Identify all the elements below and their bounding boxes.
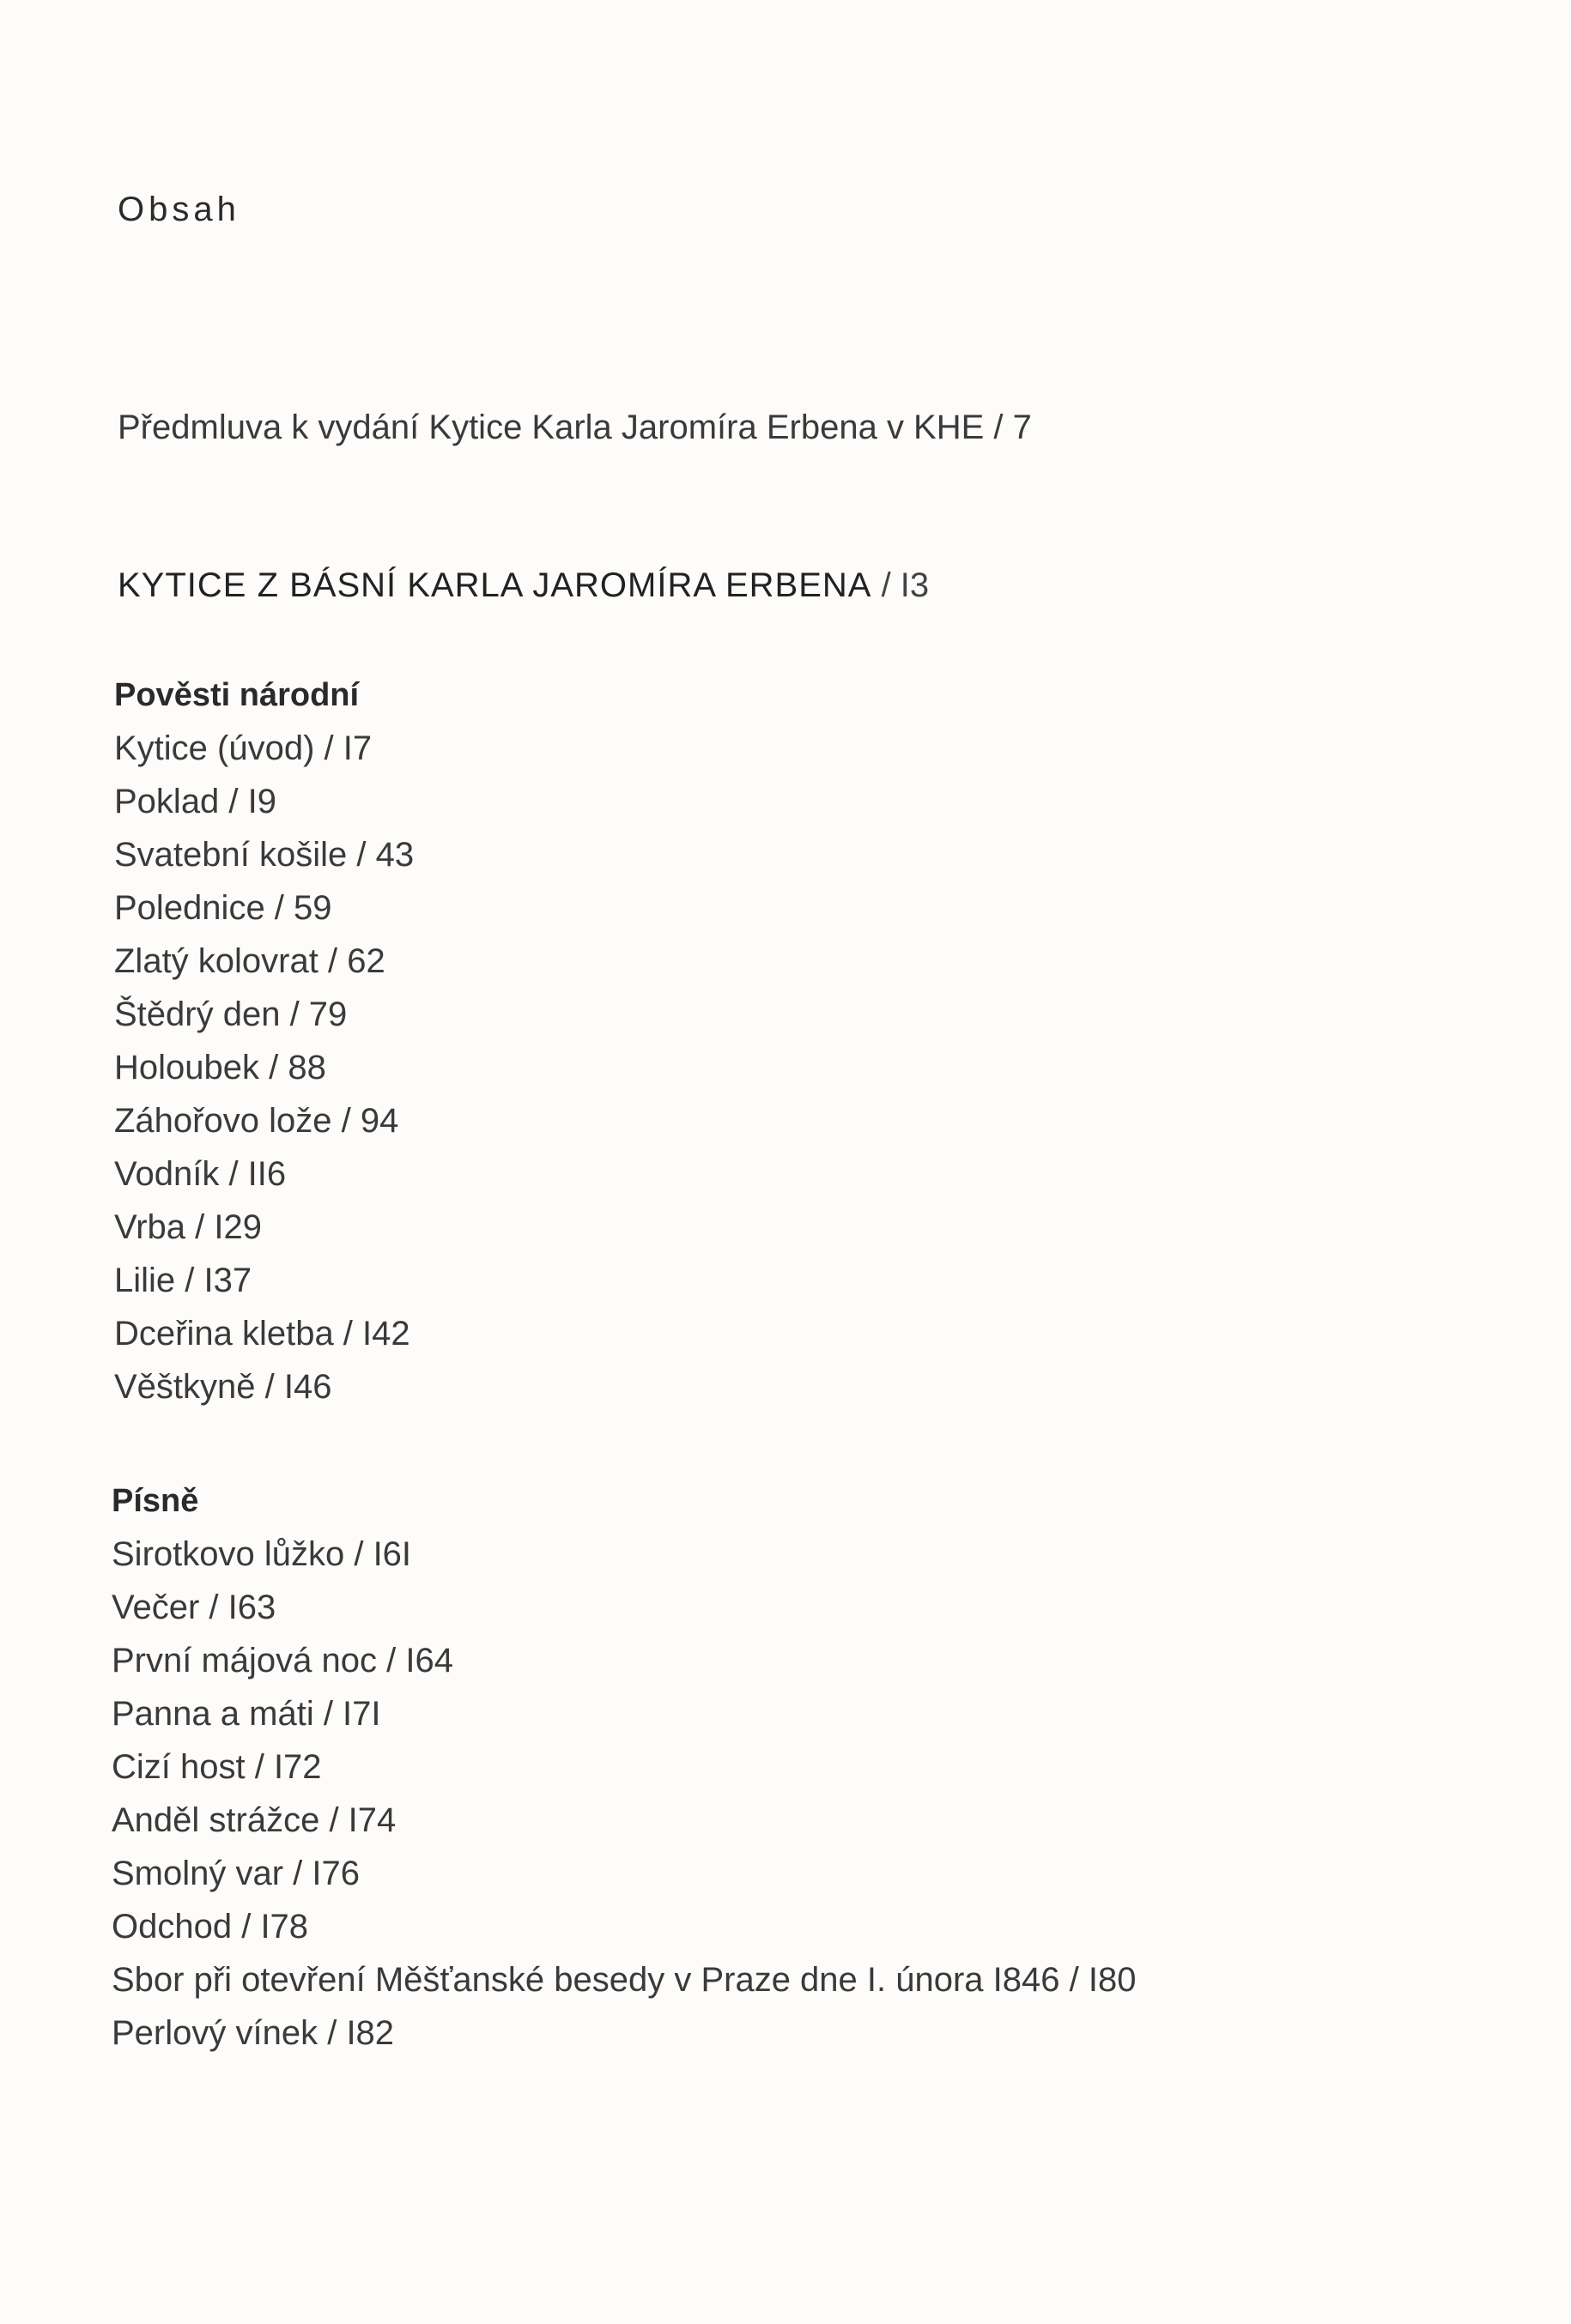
section-heading: Pověsti národní: [114, 677, 360, 713]
toc-entry: První májová noc / I64: [112, 1642, 453, 1679]
toc-entry: Vodník / II6: [114, 1155, 287, 1193]
toc-entry: Polednice / 59: [114, 889, 332, 927]
toc-entry: Panna a máti / I7I: [112, 1695, 381, 1733]
toc-entry: Kytice (úvod) / I7: [114, 729, 373, 767]
page-title: Obsah: [118, 191, 240, 228]
preface-entry: Předmluva k vydání Kytice Karla Jaromíra Erbena v KHE / 7: [118, 409, 1032, 446]
toc-entry: Poklad / I9: [114, 783, 277, 820]
toc-entry: Sbor při otevření Měšťanské besedy v Praze dne I. února I846 / I80: [112, 1961, 1137, 1999]
toc-entry: Záhořovo lože / 94: [114, 1102, 399, 1140]
toc-entry: Zlatý kolovrat / 62: [114, 942, 385, 980]
toc-entry: Odchod / I78: [112, 1908, 309, 1946]
toc-entry: Vrba / I29: [114, 1208, 262, 1246]
toc-entry: Svatební košile / 43: [114, 836, 415, 874]
toc-entry: Perlový vínek / I82: [112, 2014, 395, 2052]
book-title-entry: [118, 566, 929, 605]
toc-entry: Holoubek / 88: [114, 1049, 326, 1086]
book-title-name: KYTICE Z BÁSNÍ KARLA JAROMÍRA ERBENA: [118, 566, 872, 604]
toc-entry: Smolný var / I76: [112, 1855, 361, 1892]
toc-entry: Lilie / I37: [114, 1262, 252, 1299]
toc-entry: Večer / I63: [112, 1589, 276, 1626]
toc-entry: Věštkyně / I46: [114, 1368, 332, 1406]
toc-entry: Štědrý den / 79: [114, 996, 348, 1033]
toc-entry: Dceřina kletba / I42: [114, 1315, 410, 1353]
book-title-page: / I3: [871, 566, 930, 604]
section-heading: Písně: [112, 1483, 199, 1519]
section-pisne: [112, 1474, 1136, 2060]
toc-entry: Sirotkovo lůžko / I6I: [112, 1535, 412, 1573]
toc-entry: Anděl strážce / I74: [112, 1801, 397, 1839]
section-povesti-narodni: [114, 669, 414, 1413]
toc-entry: Cizí host / I72: [112, 1748, 322, 1786]
